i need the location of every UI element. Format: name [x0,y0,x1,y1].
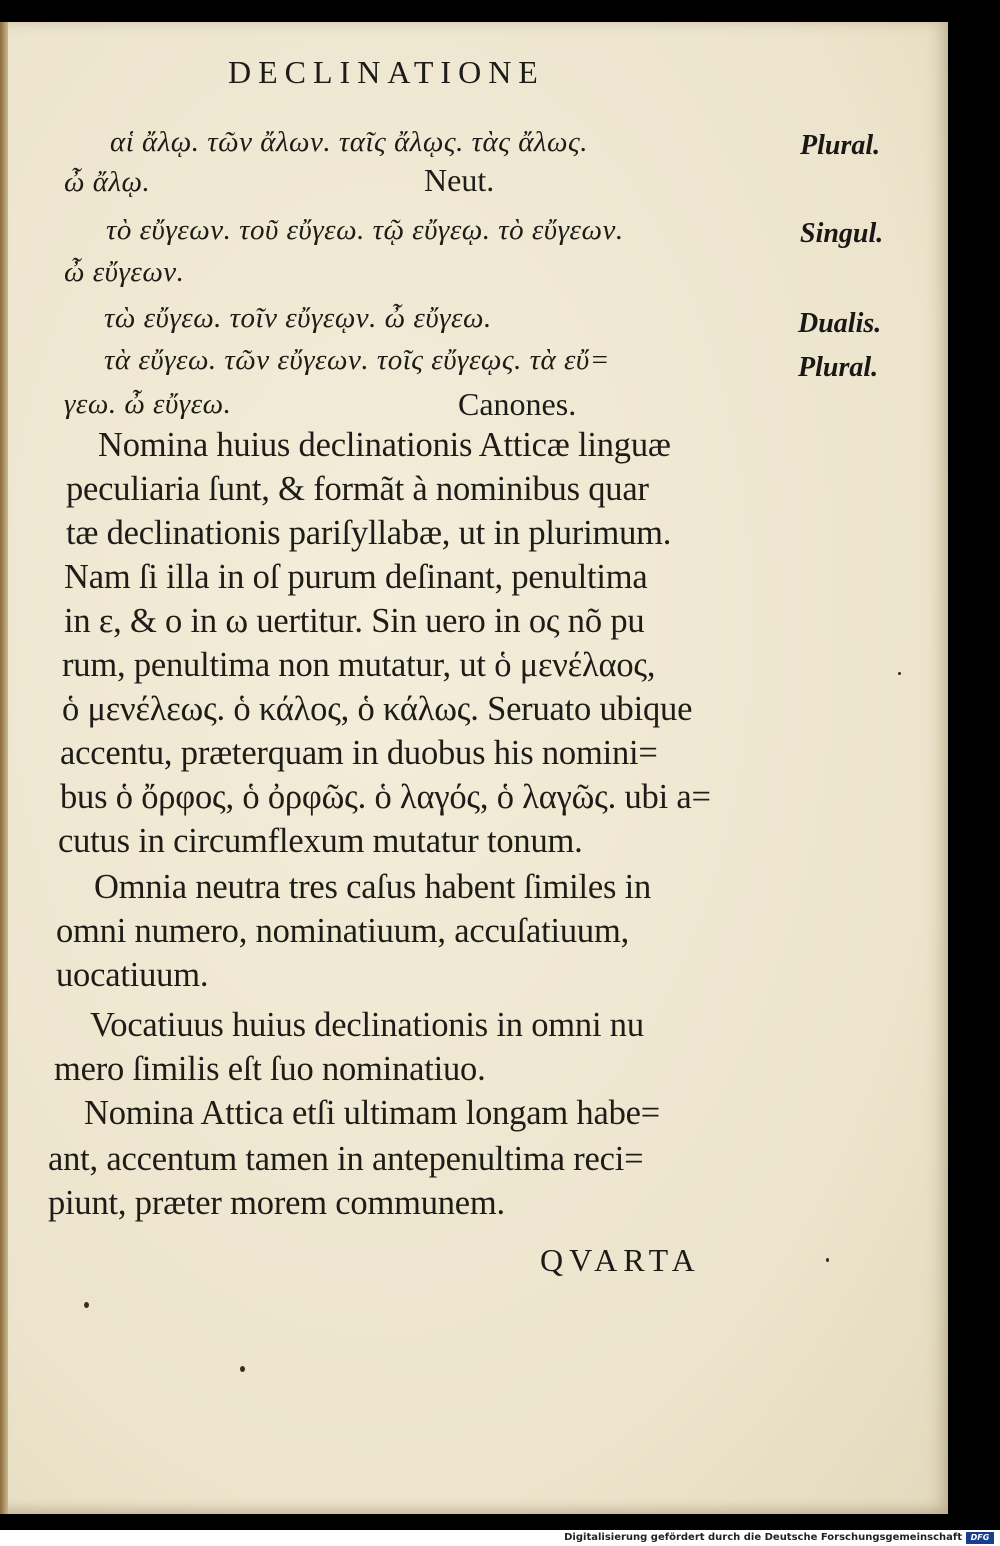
paragraph-line: tæ declinationis pariſyllabæ, ut in plurimum. [66,514,672,552]
paragraph-line: uocatiuum. [56,956,209,994]
paragraph-line: mero ſimilis eſt ſuo nominatiuo. [54,1050,486,1088]
paragraph-line: Nomina huius declinationis Atticæ linguæ [98,426,671,464]
paragraph-line: omni numero, nominatiuum, accuſatiuum, [56,912,630,950]
table-row: ὦ ἄλῳ. [64,166,151,198]
paragraph-line: peculiaria ſunt, & formãt à nominibus quar [66,470,649,508]
paragraph-line: Omnia neutra tres caſus habent ſimiles in [94,868,652,906]
ink-speck [240,1366,245,1372]
paragraph-line: ὁ μενέλεως. ὁ κάλος, ὁ κάλως. Seruato ubique [62,690,693,728]
paragraph-line: ant, accentum tamen in antepenultima reci= [48,1140,644,1178]
paragraph-line: in ε, & ο in ω uertitur. Sin uero in ος nõ pu [64,602,645,640]
paragraph-line: cutus in circumflexum mutatur tonum. [58,822,583,860]
table-row: γεω. ὦ εὔγεω. [64,388,232,420]
paragraph-line: Vocatiuus huius declinationis in omni nu [90,1006,644,1044]
page-gutter-shadow [0,22,8,1514]
margin-label-plural: Plural. [798,352,879,383]
paragraph-line: piunt, præter morem communem. [48,1184,505,1222]
paragraph-line: Nomina Attica etſi ultimam longam habe= [84,1094,660,1132]
subheading-canones: Canones. [458,386,577,422]
margin-label-singul: Singul. [800,218,884,249]
ink-speck [84,1302,89,1308]
catchword: QVARTA [540,1242,701,1278]
paragraph-line: accentu, præterquam in duobus his nomini= [60,734,658,772]
margin-label-plural: Plural. [800,130,881,161]
paragraph-line: bus ὁ ὄρφος, ὁ ὀρφῶς. ὁ λαγός, ὁ λαγῶς. ubi a= [60,778,711,816]
table-row: τὸ εὔγεων. τοῦ εὔγεω. τῷ εὔγεῳ. τὸ εὔγεων. [106,214,624,246]
ink-speck [898,672,901,675]
paragraph-line: Nam ſi illa in oſ purum deſinant, penultima [64,558,648,596]
subheading-neut: Neut. [424,162,495,198]
table-row: τὰ εὔγεω. τῶν εὔγεων. τοῖς εὔγεῳς. τὰ εὔ= [104,344,610,376]
running-head: DECLINATIONE [228,54,545,90]
footer-credit: Digitalisierung gefördert durch die Deutsche Forschungsgemeinschaft [564,1532,962,1543]
table-row: ὦ εὔγεων. [64,256,185,288]
table-row: τὼ εὔγεω. τοῖν εὔγεῳν. ὦ εὔγεω. [104,302,492,334]
dfg-logo-icon: DFG [966,1532,994,1544]
table-row: αἱ ἄλῳ. τῶν ἄλων. ταῖς ἄλῳς. τὰς ἄλως. [110,126,588,158]
paragraph-line: rum, penultima non mutatur, ut ὁ μενέλαος, [62,646,656,684]
margin-label-dualis: Dualis. [798,308,882,339]
ink-speck [826,1258,829,1262]
